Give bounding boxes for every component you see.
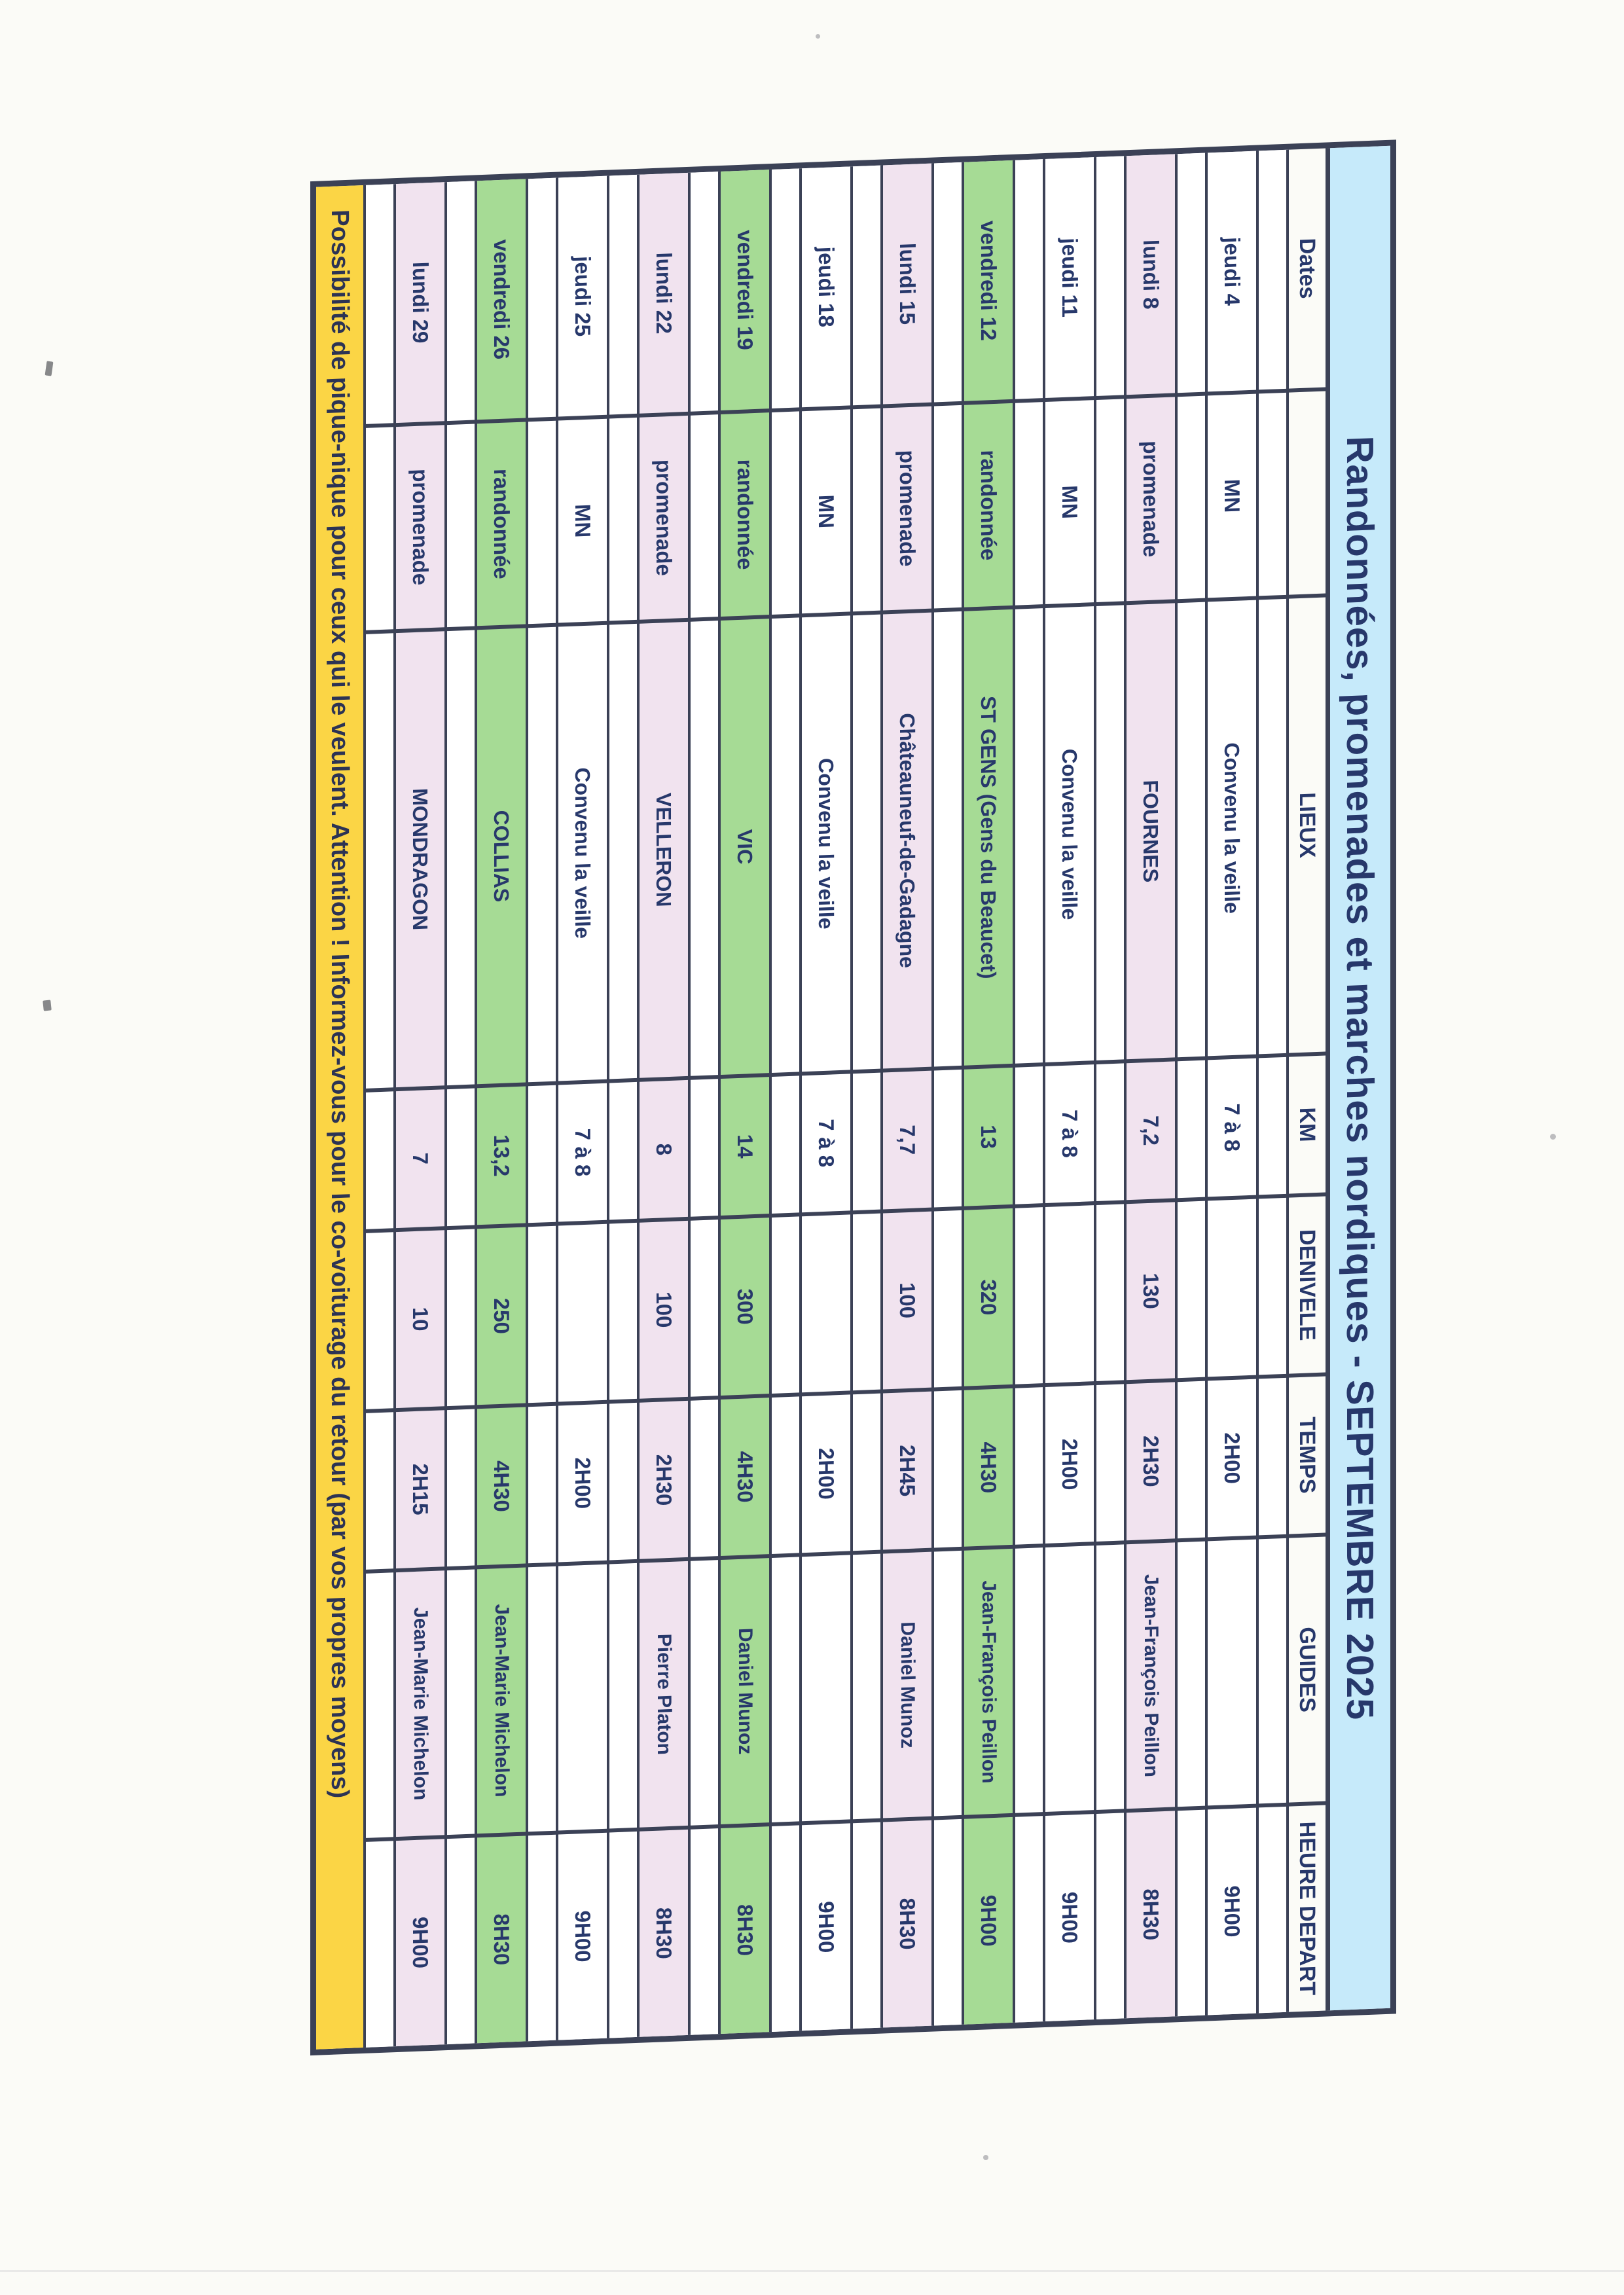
departure-time-cell: 9H00 bbox=[802, 1819, 850, 2031]
distance-cell: 7 à 8 bbox=[558, 1079, 607, 1222]
table-row bbox=[1127, 154, 1178, 2018]
header-heure-depart: HEURE DEPART bbox=[1289, 1801, 1326, 2012]
scan-artifact bbox=[43, 1000, 52, 1011]
guide-cell: Jean-François Peillon bbox=[1127, 1538, 1175, 1809]
date-cell: vendredi 12 bbox=[977, 220, 1001, 342]
spacer-row bbox=[366, 184, 396, 2048]
date-cell: jeudi 11 bbox=[1058, 237, 1082, 318]
duration-cell: 4H30 bbox=[721, 1394, 769, 1556]
guide-cell bbox=[802, 1551, 850, 1821]
activity-type-cell: randonnée bbox=[477, 418, 526, 626]
distance-cell: 13,2 bbox=[477, 1082, 526, 1225]
date-cell: vendredi 19 bbox=[733, 229, 757, 351]
spacer-row bbox=[772, 168, 802, 2032]
departure-time-cell: 8H30 bbox=[721, 1822, 769, 2034]
elevation-cell bbox=[1208, 1195, 1256, 1377]
spacer-row bbox=[609, 175, 640, 2038]
departure-time-cell: 9H00 bbox=[1208, 1804, 1256, 2015]
table-row bbox=[1208, 151, 1259, 2015]
activity-type-cell: promenade bbox=[640, 412, 688, 620]
departure-time-cell: 9H00 bbox=[964, 1813, 1013, 2025]
location-cell: Convenu la veille bbox=[1045, 602, 1094, 1062]
activity-type-cell: MN bbox=[1045, 396, 1094, 604]
activity-type-cell: promenade bbox=[396, 421, 444, 629]
guide-cell: Jean-Marie Michelon bbox=[396, 1566, 444, 1837]
duration-cell: 2H30 bbox=[640, 1397, 688, 1559]
spacer-row bbox=[1096, 156, 1127, 2019]
table-title-row bbox=[1330, 146, 1390, 2011]
table-row bbox=[477, 179, 528, 2043]
location-cell: COLLIAS bbox=[477, 624, 526, 1084]
location-cell: Châteauneuf-de-Gadagne bbox=[883, 609, 931, 1069]
spacer-row bbox=[1015, 159, 1045, 2023]
duration-cell: 2H45 bbox=[883, 1388, 931, 1550]
location-cell: FOURNES bbox=[1127, 599, 1175, 1059]
table-row bbox=[640, 173, 691, 2037]
scan-artifact bbox=[816, 34, 820, 39]
table-header-row bbox=[1289, 148, 1330, 2012]
elevation-cell: 320 bbox=[964, 1204, 1013, 1386]
scan-artifact bbox=[983, 2155, 988, 2160]
elevation-cell bbox=[1045, 1201, 1094, 1383]
activity-type-cell: randonnée bbox=[721, 408, 769, 617]
elevation-cell: 100 bbox=[640, 1217, 688, 1399]
elevation-cell: 300 bbox=[721, 1214, 769, 1396]
table-row bbox=[883, 163, 934, 2027]
scan-artifact bbox=[1550, 1134, 1556, 1140]
spacer-row bbox=[1178, 153, 1208, 2016]
duration-cell: 2H15 bbox=[396, 1406, 444, 1568]
activity-type-cell: MN bbox=[558, 415, 607, 623]
picnic-note: Possibilité de pique-nique pour ceux qui le veulent. Attention ! Informez-vous pour le co-voiturage du retour (par vos propres moyens) bbox=[326, 209, 354, 1799]
location-cell: VIC bbox=[721, 615, 769, 1075]
duration-cell: 2H00 bbox=[802, 1390, 850, 1553]
table-row bbox=[396, 182, 447, 2046]
guide-cell: Jean-François Peillon bbox=[964, 1545, 1013, 1815]
spacer-row bbox=[853, 165, 883, 2029]
table-row bbox=[721, 170, 772, 2034]
location-cell: Convenu la veille bbox=[1208, 596, 1256, 1057]
activity-type-cell: MN bbox=[802, 405, 850, 613]
picnic-note-row bbox=[316, 185, 366, 2050]
departure-time-cell: 8H30 bbox=[477, 1832, 526, 2043]
duration-cell: 2H30 bbox=[1127, 1378, 1175, 1540]
header-guides: GUIDES bbox=[1289, 1533, 1326, 1803]
location-cell: ST GENS (Gens du Beaucet) bbox=[964, 605, 1013, 1066]
distance-cell: 7 à 8 bbox=[1045, 1060, 1094, 1203]
elevation-cell bbox=[558, 1220, 607, 1402]
departure-time-cell: 8H30 bbox=[640, 1826, 688, 2037]
guide-cell: Jean-Marie Michelon bbox=[477, 1563, 526, 1834]
header-dates: Dates bbox=[1295, 238, 1320, 300]
activity-type-cell: promenade bbox=[1127, 393, 1175, 601]
distance-cell: 7,7 bbox=[883, 1067, 931, 1210]
elevation-cell: 250 bbox=[477, 1223, 526, 1405]
activity-type-cell: randonnée bbox=[964, 399, 1013, 607]
distance-cell: 7 à 8 bbox=[1208, 1055, 1256, 1197]
duration-cell: 2H00 bbox=[1045, 1381, 1094, 1544]
duration-cell: 2H00 bbox=[558, 1400, 607, 1563]
date-cell: jeudi 25 bbox=[571, 255, 595, 337]
spacer-row bbox=[447, 181, 477, 2044]
location-cell: Convenu la veille bbox=[558, 621, 607, 1081]
spacer-row bbox=[691, 172, 721, 2035]
elevation-cell: 130 bbox=[1127, 1198, 1175, 1380]
guide-cell bbox=[1045, 1542, 1094, 1812]
distance-cell: 13 bbox=[964, 1064, 1013, 1206]
elevation-cell: 10 bbox=[396, 1226, 444, 1408]
hike-schedule-table bbox=[310, 139, 1396, 2055]
scan-crease bbox=[0, 2270, 1624, 2272]
guide-cell: Daniel Munoz bbox=[721, 1554, 769, 1824]
header-temps: TEMPS bbox=[1289, 1373, 1326, 1534]
table-row bbox=[802, 166, 853, 2031]
location-cell: VELLERON bbox=[640, 618, 688, 1078]
distance-cell: 8 bbox=[640, 1076, 688, 1219]
duration-cell: 4H30 bbox=[477, 1403, 526, 1565]
elevation-cell: 100 bbox=[883, 1208, 931, 1390]
departure-time-cell: 9H00 bbox=[558, 1829, 607, 2040]
distance-cell: 7,2 bbox=[1127, 1057, 1175, 1200]
date-cell: jeudi 4 bbox=[1220, 236, 1244, 306]
date-cell: vendredi 26 bbox=[490, 238, 514, 360]
departure-time-cell: 9H00 bbox=[396, 1835, 444, 2046]
table-row bbox=[964, 160, 1015, 2025]
header-denivele: DENIVELE bbox=[1289, 1193, 1326, 1374]
elevation-cell bbox=[802, 1210, 850, 1392]
spacer-row bbox=[1259, 150, 1289, 2014]
header-km: KM bbox=[1289, 1052, 1326, 1194]
guide-cell bbox=[558, 1561, 607, 1831]
location-cell: Convenu la veille bbox=[802, 611, 850, 1072]
activity-type-cell: promenade bbox=[883, 403, 931, 611]
guide-cell bbox=[1208, 1536, 1256, 1806]
date-cell: jeudi 18 bbox=[814, 246, 839, 328]
departure-time-cell: 9H00 bbox=[1045, 1810, 1094, 2021]
duration-cell: 2H00 bbox=[1208, 1375, 1256, 1538]
date-cell: lundi 8 bbox=[1139, 239, 1163, 310]
header-activity-type bbox=[1289, 388, 1326, 595]
guide-cell: Pierre Platon bbox=[640, 1557, 688, 1828]
table-row bbox=[1045, 157, 1096, 2021]
date-cell: lundi 15 bbox=[895, 242, 920, 325]
table-row bbox=[558, 176, 609, 2040]
duration-cell: 4H30 bbox=[964, 1384, 1013, 1547]
activity-type-cell: MN bbox=[1208, 390, 1256, 598]
guide-cell: Daniel Munoz bbox=[883, 1548, 931, 1818]
distance-cell: 14 bbox=[721, 1073, 769, 1216]
table-title: Randonnées, promenades et marches nordiques - SEPTEMBRE 2025 bbox=[1339, 435, 1382, 1722]
spacer-row bbox=[528, 178, 558, 2042]
spacer-row bbox=[934, 162, 964, 2026]
departure-time-cell: 8H30 bbox=[1127, 1807, 1175, 2018]
distance-cell: 7 bbox=[396, 1085, 444, 1228]
date-cell: lundi 22 bbox=[652, 251, 676, 334]
departure-time-cell: 8H30 bbox=[883, 1816, 931, 2028]
distance-cell: 7 à 8 bbox=[802, 1070, 850, 1212]
date-cell: lundi 29 bbox=[408, 261, 433, 344]
header-lieux: LIEUX bbox=[1289, 594, 1326, 1053]
location-cell: MONDRAGON bbox=[396, 627, 444, 1087]
